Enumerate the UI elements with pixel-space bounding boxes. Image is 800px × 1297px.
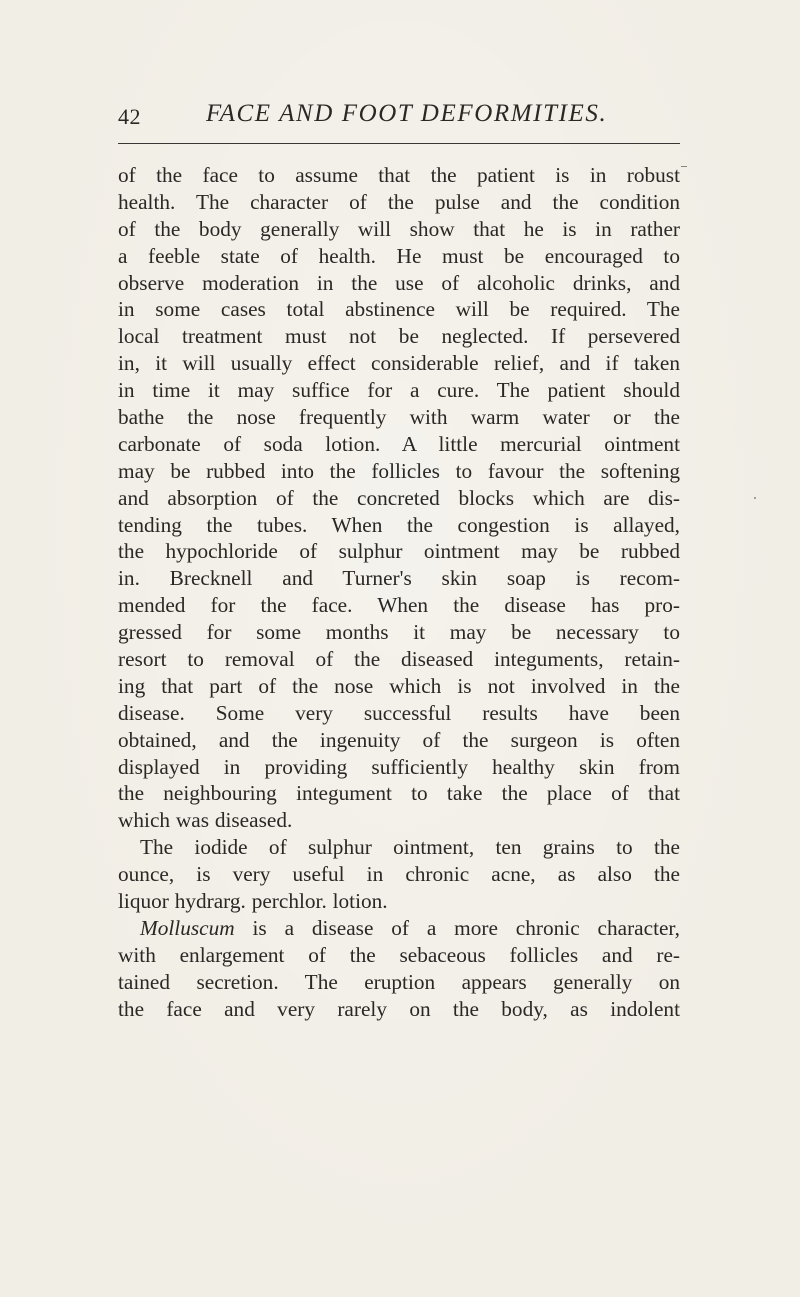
- text-line: tained secretion. The eruption appears generally on: [118, 969, 680, 994]
- text-line: the neighbouring integument to take the place of that: [118, 781, 680, 806]
- text-line: of the face to assume that the patient is in robust: [118, 163, 680, 187]
- text-line: the hypochloride of sulphur ointment may be rubbed: [118, 539, 680, 564]
- text-line: bathe the nose frequently with warm water or the: [118, 405, 680, 430]
- page-header: [118, 100, 688, 140]
- text-line-molluscum: [118, 915, 680, 942]
- page-number: 42: [118, 104, 141, 129]
- text-line: in. Brecknell and Turner's skin soap is recom-: [118, 566, 680, 591]
- paper-speck: [681, 166, 687, 167]
- text-line: resort to removal of the diseased integuments, retain-: [118, 647, 680, 672]
- text-line: local treatment must not be neglected. If persevered: [118, 324, 680, 349]
- text-line: of the body generally will show that he is in rather: [118, 216, 680, 241]
- molluscum-term: Molluscum: [140, 915, 235, 940]
- text-line: obtained, and the ingenuity of the surgeon is often: [118, 727, 680, 752]
- text-line: health. The character of the pulse and the condition: [118, 189, 680, 214]
- text-line: may be rubbed into the follicles to favour the softening: [118, 458, 680, 483]
- text-line: with enlargement of the sebaceous follicles and re-: [118, 942, 680, 967]
- text-line: observe moderation in the use of alcoholic drinks, and: [118, 270, 680, 295]
- header-rule: [118, 143, 680, 144]
- body-text: [118, 162, 680, 1023]
- text-line: in, it will usually effect considerable relief, and if taken: [118, 351, 680, 376]
- paper-speck: [754, 497, 756, 499]
- text-line: disease. Some very successful results have been: [118, 700, 680, 725]
- text-line: mended for the face. When the disease has pro-: [118, 593, 680, 618]
- text-line: ing that part of the nose which is not involved in the: [118, 673, 680, 698]
- text-line: in some cases total abstinence will be required. The: [118, 297, 680, 322]
- text-line: carbonate of soda lotion. A little mercurial ointment: [118, 431, 680, 456]
- text-line: displayed in providing sufficiently healthy skin from: [118, 754, 680, 779]
- text-line: in time it may suffice for a cure. The patient should: [118, 378, 680, 403]
- text-line-rest: is a disease of a more chronic character,: [252, 915, 680, 940]
- text-line: The iodide of sulphur ointment, ten grains to the: [140, 835, 680, 860]
- text-line: tending the tubes. When the congestion is allayed,: [118, 512, 680, 537]
- text-line: the face and very rarely on the body, as indolent: [118, 996, 680, 1021]
- text-line: which was diseased.: [118, 808, 293, 833]
- text-line: gressed for some months it may be necessary to: [118, 620, 680, 645]
- text-line: liquor hydrarg. perchlor. lotion.: [118, 889, 388, 914]
- text-line: ounce, is very useful in chronic acne, as also the: [118, 862, 680, 887]
- running-title: FACE AND FOOT DEFORMITIES.: [206, 100, 608, 127]
- text-line: a feeble state of health. He must be encouraged to: [118, 243, 680, 268]
- text-line: and absorption of the concreted blocks which are dis-: [118, 485, 680, 510]
